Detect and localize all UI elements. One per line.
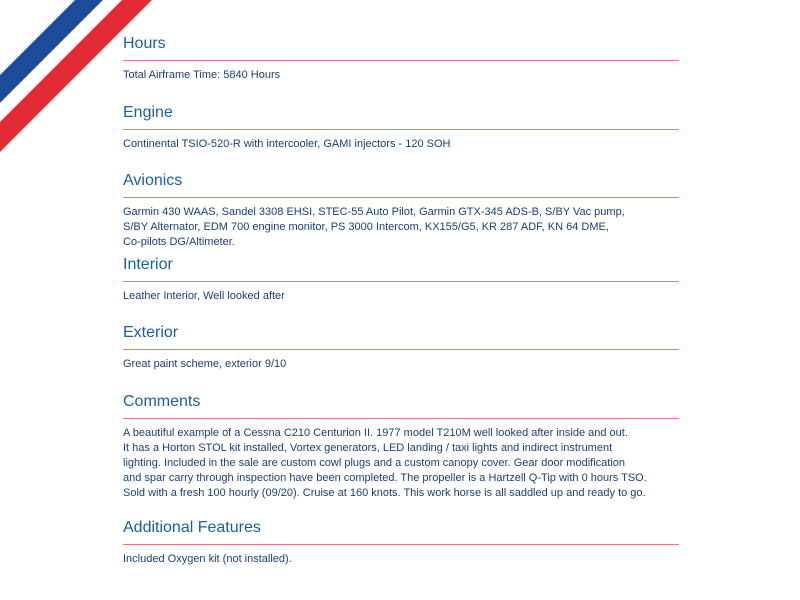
- section-text-line: Co-pilots DG/Altimeter.: [123, 236, 235, 248]
- section-divider: [123, 197, 679, 198]
- section-text-line: Great paint scheme, exterior 9/10: [123, 358, 287, 370]
- section-body: [123, 426, 679, 501]
- section-text-line: Continental TSIO-520-R with intercooler, GAMI injectors - 120 SOH: [123, 138, 451, 150]
- section-title: Avionics: [123, 172, 183, 189]
- section-text-line: Garmin 430 WAAS, Sandel 3308 EHSI, STEC-55 Auto Pilot, Garmin GTX-345 ADS-B, S/BY Vac pump,: [123, 206, 625, 218]
- section-title: Hours: [123, 35, 166, 52]
- section-divider: [123, 281, 679, 282]
- section-title: Exterior: [123, 324, 179, 341]
- section-text-line: A beautiful example of a Cessna C210 Centurion II. 1977 model T210M well looked after inside and out.: [123, 427, 628, 439]
- section-divider: [123, 418, 679, 419]
- section-divider: [123, 129, 679, 130]
- section-body: [123, 137, 679, 152]
- section-body: [123, 357, 679, 372]
- section-avionics: [123, 171, 679, 250]
- section-text-line: Total Airframe Time: 5840 Hours: [123, 69, 281, 81]
- section-text-line: Included Oxygen kit (not installed).: [123, 553, 292, 565]
- section-text-line: S/BY Alternator, EDM 700 engine monitor, PS 3000 Intercom, KX155/G5, KR 287 ADF, KN 64 DME,: [123, 221, 609, 233]
- section-body: [123, 552, 679, 567]
- section-divider: [123, 60, 679, 61]
- section-text-line: lighting. Included in the sale are custom cowl plugs and a custom canopy cover. Gear door modification: [123, 457, 625, 469]
- section-comments: [123, 392, 679, 501]
- section-divider: [123, 544, 679, 545]
- section-divider: [123, 349, 679, 350]
- section-hours: [123, 34, 679, 83]
- section-text-line: Sold with a fresh 100 hourly (09/20). Cruise at 160 knots. This work horse is all saddled up and ready to go.: [123, 487, 646, 499]
- section-additional-features: [123, 518, 679, 567]
- section-interior: [123, 255, 679, 304]
- section-exterior: [123, 323, 679, 372]
- section-title: Additional Features: [123, 519, 261, 536]
- section-engine: [123, 103, 679, 152]
- section-text-line: Leather Interior, Well looked after: [123, 290, 285, 302]
- section-text-line: and spar carry through inspection have been completed. The propeller is a Hartzell Q-Tip with 0 hours TSO.: [123, 472, 647, 484]
- section-body: [123, 205, 679, 250]
- section-title: Engine: [123, 104, 173, 121]
- section-title: Interior: [123, 256, 173, 273]
- section-body: [123, 289, 679, 304]
- section-text-line: It has a Horton STOL kit installed, Vortex generators, LED landing / taxi lights and indirect instrument: [123, 442, 613, 454]
- section-body: [123, 68, 679, 83]
- section-title: Comments: [123, 393, 201, 410]
